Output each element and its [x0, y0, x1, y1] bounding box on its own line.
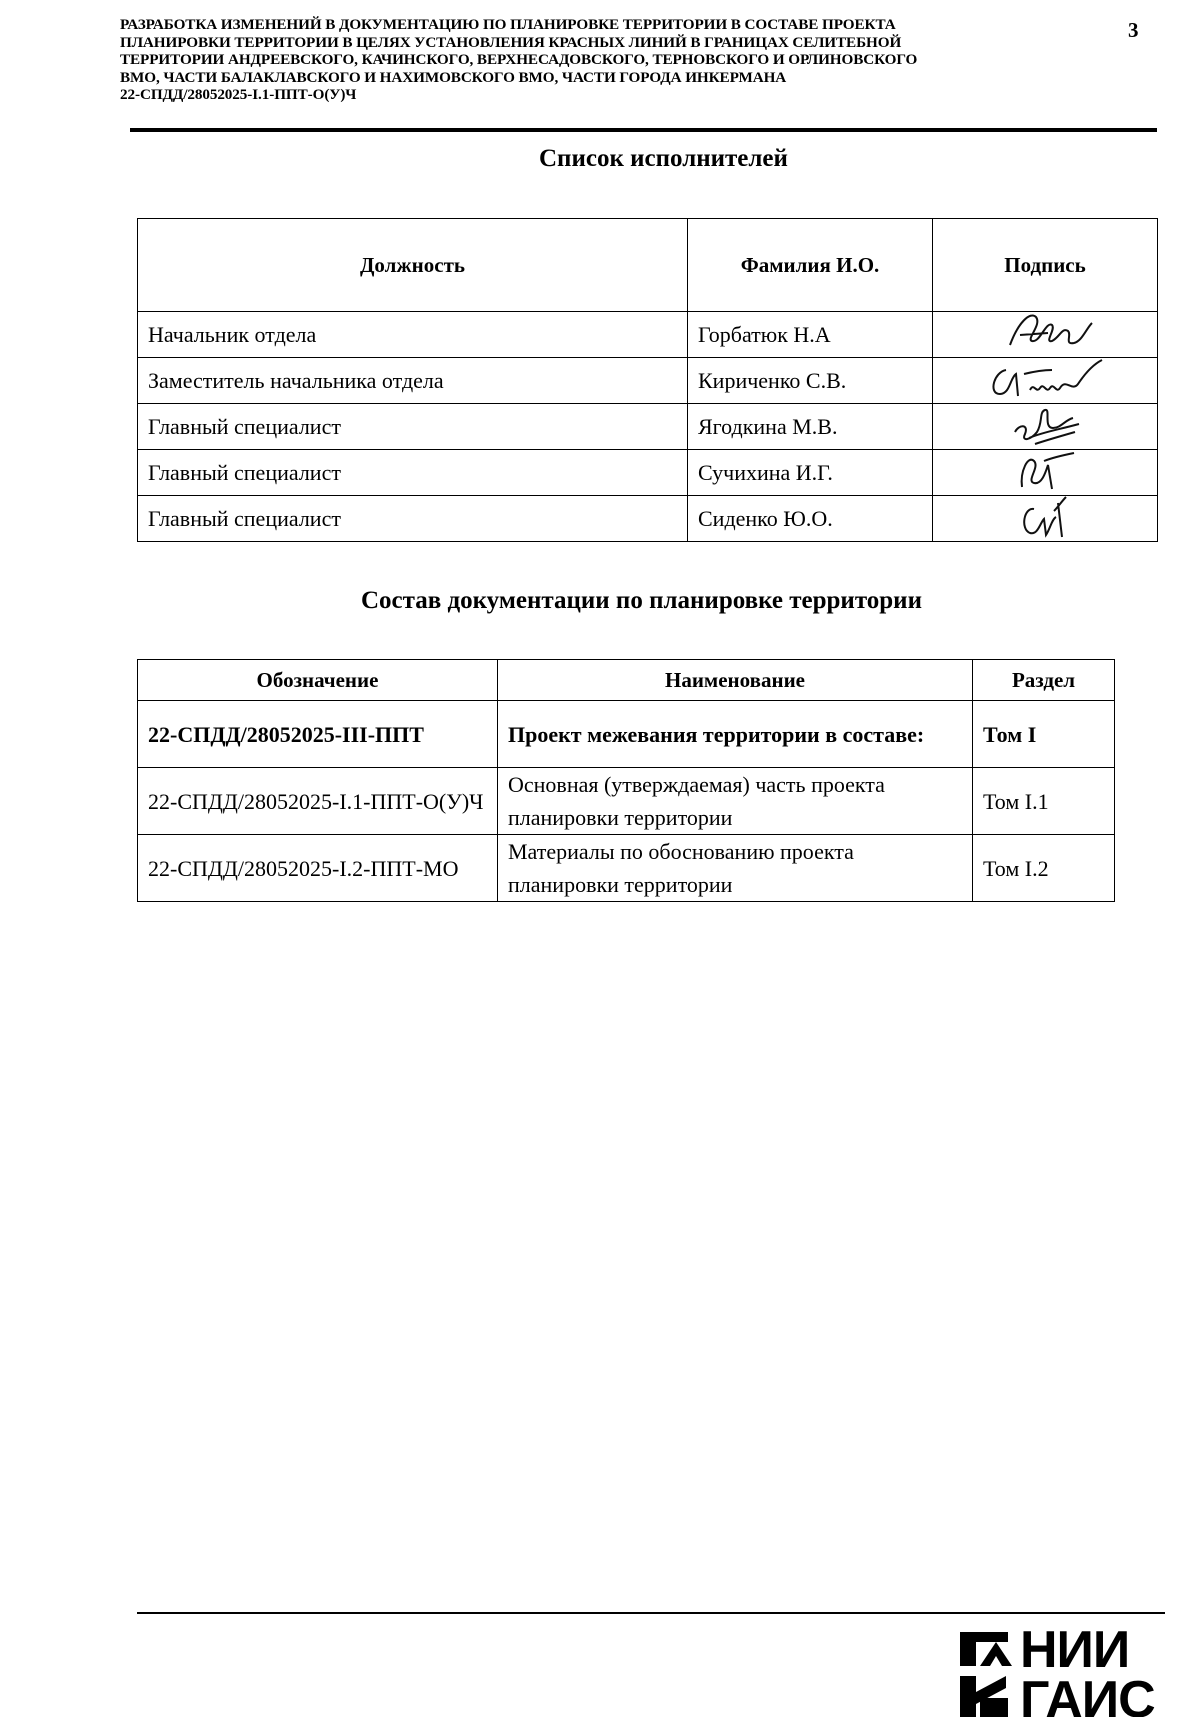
code-cell: 22-СПДД/28052025-III-ППТ: [138, 701, 498, 768]
document-code: 22-СПДД/28052025-I.1-ППТ-О(У)Ч: [120, 86, 357, 103]
column-header: Раздел: [973, 660, 1115, 701]
executors-title: Список исполнителей: [539, 145, 788, 172]
position-cell: Начальник отдела: [138, 312, 688, 358]
signature-cell: [933, 496, 1158, 542]
header-divider: [130, 128, 1157, 132]
title-cell: Проект межевания территории в составе:: [498, 701, 973, 768]
position-cell: Главный специалист: [138, 496, 688, 542]
table-row: [138, 312, 1158, 358]
company-logo: [958, 1614, 1158, 1717]
name-cell: Кириченко С.В.: [688, 358, 933, 404]
documentation-title: Состав документации по планировке территории: [361, 587, 922, 614]
table-row: [138, 768, 1115, 835]
position-cell: Главный специалист: [138, 404, 688, 450]
column-header: Обозначение: [138, 660, 498, 701]
signature-image: [1000, 489, 1090, 549]
table-row: [138, 701, 1115, 768]
document-header-title: [120, 16, 1080, 104]
logo-text: НИИ: [1020, 1621, 1130, 1679]
signature-image: [980, 356, 1110, 406]
logo-mark-icon: [958, 1614, 1018, 1717]
name-cell: Сиденко Ю.О.: [688, 496, 933, 542]
signature-cell: [933, 358, 1158, 404]
table-row: [138, 835, 1115, 902]
name-cell: Сучихина И.Г.: [688, 450, 933, 496]
title-cell: Материалы по обоснованию проекта планировки территории: [498, 835, 973, 902]
signature-cell: [933, 404, 1158, 450]
table-row: [138, 496, 1158, 542]
column-header: Должность: [138, 219, 688, 312]
header-line: ПЛАНИРОВКИ ТЕРРИТОРИИ В ЦЕЛЯХ УСТАНОВЛЕНИЯ КРАСНЫХ ЛИНИЙ В ГРАНИЦАХ СЕЛИТЕБНОЙ: [120, 33, 902, 51]
table-row: [138, 358, 1158, 404]
logo-text: ГАИС: [1020, 1671, 1155, 1717]
header-line: РАЗРАБОТКА ИЗМЕНЕНИЙ В ДОКУМЕНТАЦИЮ ПО ПЛАНИРОВКЕ ТЕРРИТОРИИ В СОСТАВЕ ПРОЕКТА: [120, 16, 896, 33]
signature-cell: [933, 312, 1158, 358]
position-cell: Главный специалист: [138, 450, 688, 496]
header-line: ТЕРРИТОРИИ АНДРЕЕВСКОГО, КАЧИНСКОГО, ВЕРХНЕСАДОВСКОГО, ТЕРНОВСКОГО И ОРЛИНОВСКОГО: [120, 51, 918, 68]
header-line: ВМО, ЧАСТИ БАЛАКЛАВСКОГО И НАХИМОВСКОГО ВМО, ЧАСТИ ГОРОДА ИНКЕРМАНА: [120, 68, 787, 86]
code-cell: 22-СПДД/28052025-I.2-ППТ-МО: [138, 835, 498, 902]
page-number: 3: [1128, 18, 1139, 42]
name-cell: Горбатюк Н.А: [688, 312, 933, 358]
section-cell: Том I.2: [973, 835, 1115, 902]
code-cell: 22-СПДД/28052025-I.1-ППТ-О(У)Ч: [138, 768, 498, 835]
section-cell: Том I.1: [973, 768, 1115, 835]
section-cell: Том I: [973, 701, 1115, 768]
table-header-row: [138, 219, 1158, 312]
name-cell: Ягодкина М.В.: [688, 404, 933, 450]
table-row: [138, 404, 1158, 450]
column-header: Наименование: [498, 660, 973, 701]
title-cell: Основная (утверждаемая) часть проекта планировки территории: [498, 768, 973, 835]
documentation-table: [137, 659, 1115, 902]
column-header: Подпись: [933, 219, 1158, 312]
position-cell: Заместитель начальника отдела: [138, 358, 688, 404]
table-header-row: [138, 660, 1115, 701]
column-header: Фамилия И.О.: [688, 219, 933, 312]
executors-table: [137, 218, 1158, 542]
